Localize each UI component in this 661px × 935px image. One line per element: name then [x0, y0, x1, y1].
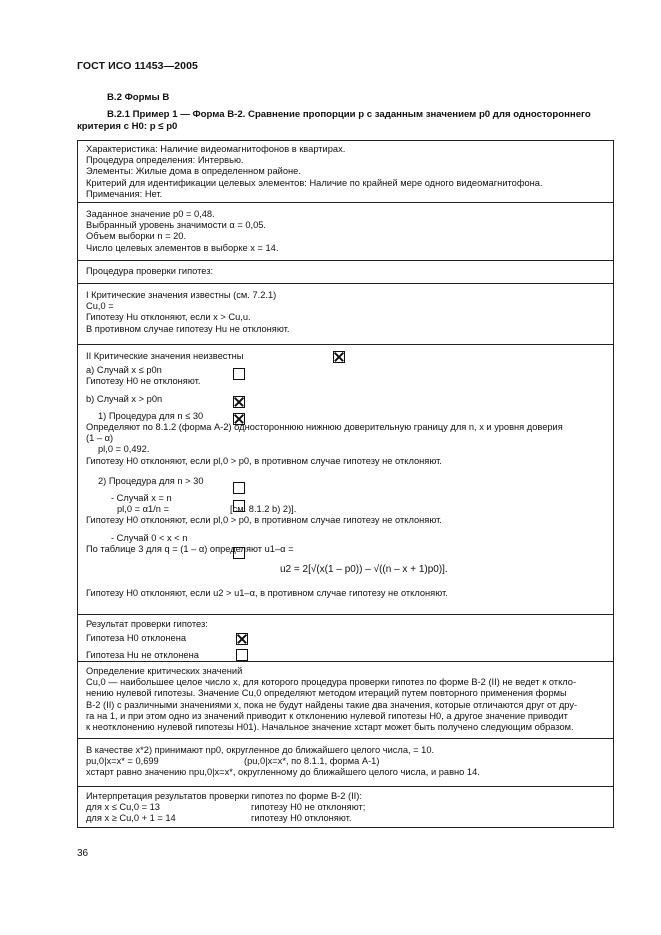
otherwise-line: В противном случае гипотезу Hu не отклоняют.	[86, 323, 290, 334]
not-rejected-checkbox	[236, 649, 248, 661]
proc1-text-1: Определяют по 8.1.2 (форма А-2) одностороннюю нижнюю доверительную границу для n, x и уровня доверия	[86, 422, 563, 433]
notes-line: Примечания: Нет.	[86, 188, 163, 199]
row1-decision: гипотезу H0 не отклоняют;	[251, 802, 366, 813]
alpha-line: Выбранный уровень значимости α = 0,05.	[86, 220, 267, 231]
definition-title: Определение критических значений	[86, 666, 243, 676]
hypothesis-procedure-label: Процедура проверки гипотез:	[86, 266, 214, 276]
proc1-result: Гипотезу H0 отклоняют, если pl,0 > p0, в противном случае гипотезу не отклоняют.	[86, 455, 442, 466]
characteristic-block	[78, 141, 613, 203]
row2-condition: для x ≥ Cu,0 + 1 = 14	[86, 813, 176, 824]
formula-pl: pl,0 = α1/n =	[117, 504, 169, 515]
reject-line: Гипотезу Hu отклоняют, если x > Cu,u.	[86, 312, 251, 323]
row2-decision: гипотезу H0 отклоняют.	[251, 813, 352, 824]
rejected-checkbox	[236, 633, 248, 645]
sample-size-line: Объем выборки n = 20.	[86, 231, 187, 242]
start-value-block	[78, 739, 613, 787]
case-a-line: a) Случай x ≤ p0n	[86, 365, 162, 376]
proc2-result: Гипотезу H0 отклоняют, если pl,0 > p0, в противном случае гипотезу не отклоняют.	[86, 515, 442, 526]
table-line: По таблице 3 для q = (1 – α) определяют u1–α =	[86, 543, 294, 554]
result-block	[78, 615, 613, 662]
formula-u2: u2 = 2[√(x(1 – p0)) – √((n – x + 1)p0)].	[280, 564, 448, 576]
interpretation-row-2	[86, 813, 607, 824]
definition-line-3: В-2 (II) с различными значениями x, пока не будут найдены такие два значения, которые отличаются друг от дру-	[86, 699, 578, 710]
definition-line-1: Cu,0 — наибольшее целое число x, для которого процедура проверки гипотез по форме В-2 (II) не ведет к откло-	[86, 677, 577, 688]
xstar-line: В качестве x*2) принимают np0, округленное до ближайшего целого числа, = 10.	[86, 745, 435, 755]
case-xn-line: - Случай x = n	[111, 493, 172, 504]
pu0-value: pu,0|x=x* = 0,699	[86, 756, 159, 767]
pu0-line	[86, 756, 607, 767]
unknown-title: II Критические значения неизвестны	[86, 351, 244, 361]
rejected-line: Гипотеза H0 отклонена	[86, 633, 187, 644]
formula-ref: [см. 8.1.2 b) 2)].	[230, 504, 297, 515]
proc1-value: pl,0 = 0,492.	[98, 444, 150, 455]
proc1-checkbox	[233, 413, 245, 425]
case-a-result: Гипотезу H0 не отклоняют.	[86, 376, 201, 387]
case-0xn-checkbox	[233, 547, 245, 559]
known-title: I Критические значения известны (см. 7.2.1)	[86, 290, 277, 300]
procedure-line: Процедура определения: Интервью.	[86, 155, 244, 166]
result-title: Результат проверки гипотез:	[86, 619, 208, 629]
definition-line-4: га на 1, и при этом одно из значений приводит к отклонению нулевой гипотезы H0, а другое значение приводит	[86, 710, 568, 721]
target-count-line: Число целевых элементов в выборке x = 14.	[86, 242, 279, 253]
interpretation-block	[78, 787, 613, 827]
document-header: ГОСТ ИСО 11453—2005	[77, 60, 198, 72]
case-b-line: b) Случай x > p0n	[86, 393, 163, 404]
xstart-line: xстарт равно значению npu,0|x=x*, округленному до ближайшего целого числа, и равно 14.	[86, 767, 480, 778]
case-b-checkbox	[233, 396, 245, 408]
proc2-line: 2) Процедура для n > 30	[98, 475, 204, 486]
proc1-text-2: (1 – α)	[86, 433, 114, 444]
unknown-checkbox	[333, 351, 345, 363]
subsection-line-2: критерия с H0: p ≤ p0	[77, 121, 178, 132]
critical-values-definition-block	[78, 662, 613, 739]
subsection-line-1: B.2.1 Пример 1 — Форма В-2. Сравнение пропорции p с заданным значением p0 для одностороннего	[107, 109, 591, 120]
section-title: B.2 Формы В	[107, 92, 170, 103]
form-b2	[77, 140, 614, 828]
pu0-ref: (pu,0|x=x*, по 8.1.1, форма А-1)	[244, 756, 380, 767]
definition-line-2: нению нулевой гипотезы. Значение Cu,0 определяют методом итераций путем повторного применения формы	[86, 688, 567, 699]
p0-line: Заданное значение p0 = 0,48.	[86, 209, 215, 219]
row1-condition: для x ≤ Cu,0 = 13	[86, 802, 160, 813]
interpretation-title: Интерпретация результатов проверки гипотез по форме В-2 (II):	[86, 791, 362, 801]
case-a-checkbox	[233, 368, 245, 380]
cu0-line: Cu,0 =	[86, 301, 114, 312]
proc1-line: 1) Процедура для n ≤ 30	[98, 410, 204, 421]
page-number: 36	[77, 848, 89, 859]
criterion-line: Критерий для идентификации целевых элементов: Наличие по крайней мере одного видеомагнитофона.	[86, 177, 543, 188]
hypothesis-procedure-block	[78, 261, 613, 284]
proc2-checkbox	[233, 482, 245, 494]
interpretation-row-1	[86, 802, 607, 813]
characteristic-line: Характеристика: Наличие видеомагнитофонов в квартирах.	[86, 144, 346, 154]
elements-line: Элементы: Жилые дома в определенном районе.	[86, 166, 301, 177]
known-critical-values-block	[78, 284, 613, 345]
formula-pl-line	[86, 504, 607, 515]
definition-line-5: к неотклонению нулевой гипотезы H01). Начальное значение xстарт может быть получено следующим образом.	[86, 722, 574, 733]
unknown-critical-values-block	[78, 345, 613, 615]
parameters-block	[78, 203, 613, 261]
not-rejected-line: Гипотеза Hu не отклонена	[86, 650, 199, 661]
subsection-title	[77, 109, 617, 133]
final-decision: Гипотезу H0 отклоняют, если u2 > u1–α, в противном случае гипотезу не отклоняют.	[86, 588, 448, 599]
case-0xn-line: - Случай 0 < x < n	[111, 532, 188, 543]
